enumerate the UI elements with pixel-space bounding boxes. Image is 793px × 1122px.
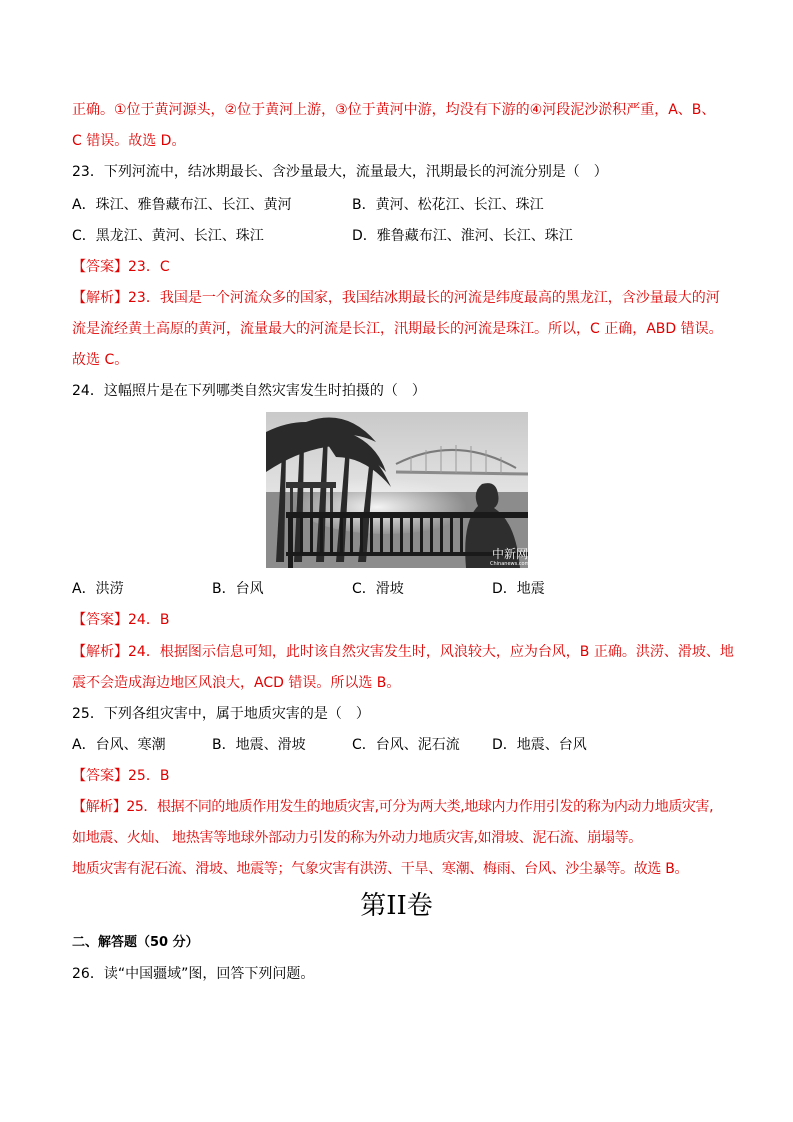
q23-option-d: D．雅鲁藏布江、淮河、长江、珠江 xyxy=(352,228,573,244)
part-title: 第II卷 xyxy=(360,891,433,921)
explanation-23-line: 【解析】23．我国是一个河流众多的国家，我国结冰期最长的河流是纬度最高的黑龙江，含沙量最大的河 xyxy=(72,290,720,306)
explanation-23-line: 流是流经黄土高原的黄河，流量最大的河流是长江，汛期最长的河流是珠江。所以，C 正确，ABD 错误。 xyxy=(72,321,723,337)
q24-option-b: B．台风 xyxy=(212,581,264,597)
typhoon-photo xyxy=(266,412,528,568)
q25-option-c: C．台风、泥石流 xyxy=(352,737,460,753)
explanation-25-line: 如地震、火灿、 地热害等地球外部动力引发的称为外动力地质灾害,如滑坡、泥石流、崩塌等。 xyxy=(72,830,642,846)
explanation-line: C 错误。故选 D。 xyxy=(72,133,186,149)
explanation-24-line: 【解析】24．根据图示信息可知，此时该自然灾害发生时，风浪较大，应为台风，B 正确。洪涝、滑坡、地 xyxy=(72,644,734,660)
q25-option-a: A．台风、寒潮 xyxy=(72,737,166,753)
q23-option-b: B．黄河、松花江、长江、珠江 xyxy=(352,197,544,213)
question-24: 24．这幅照片是在下列哪类自然灾害发生时拍摄的（ ） xyxy=(72,383,426,399)
answer-25: 【答案】25．B xyxy=(72,768,170,784)
answer-23: 【答案】23．C xyxy=(72,259,170,275)
photo-watermark: 中新网 xyxy=(492,547,528,561)
explanation-line: 正确。①位于黄河源头，②位于黄河上游，③位于黄河中游，均没有下游的④河段泥沙淤积严重，A、B、 xyxy=(72,102,716,118)
q24-option-c: C．滑坡 xyxy=(352,581,404,597)
q24-option-d: D．地震 xyxy=(492,581,545,597)
q23-option-a: A．珠江、雅鲁藏布江、长江、黄河 xyxy=(72,197,292,213)
q25-option-d: D．地震、台风 xyxy=(492,737,587,753)
question-25: 25．下列各组灾害中，属于地质灾害的是（ ） xyxy=(72,706,370,722)
q23-option-c: C．黑龙江、黄河、长江、珠江 xyxy=(72,228,264,244)
explanation-25-line: 【解析】25．根据不同的地质作用发生的地质灾害,可分为两大类,地球内力作用引发的称为内动力地质灾害, xyxy=(72,799,714,815)
explanation-25-line: 地质灾害有泥石流、滑坡、地震等；气象灾害有洪涝、干旱、寒潮、梅雨、台风、沙尘暴等。故选 B。 xyxy=(72,861,689,877)
explanation-24-line: 震不会造成海边地区风浪大，ACD 错误。所以选 B。 xyxy=(72,675,401,691)
answer-24: 【答案】24．B xyxy=(72,612,170,628)
photo-watermark-sub: Chinanews.com xyxy=(490,561,528,567)
question-26: 26．读“中国疆域”图，回答下列问题。 xyxy=(72,966,315,982)
q24-option-a: A．洪涝 xyxy=(72,581,124,597)
section-heading: 二、解答题（50 分） xyxy=(72,935,199,950)
question-23: 23．下列河流中，结冰期最长、含沙量最大，流量最大，汛期最长的河流分别是（ ） xyxy=(72,164,608,180)
explanation-23-line: 故选 C。 xyxy=(72,352,129,368)
q25-option-b: B．地震、滑坡 xyxy=(212,737,306,753)
